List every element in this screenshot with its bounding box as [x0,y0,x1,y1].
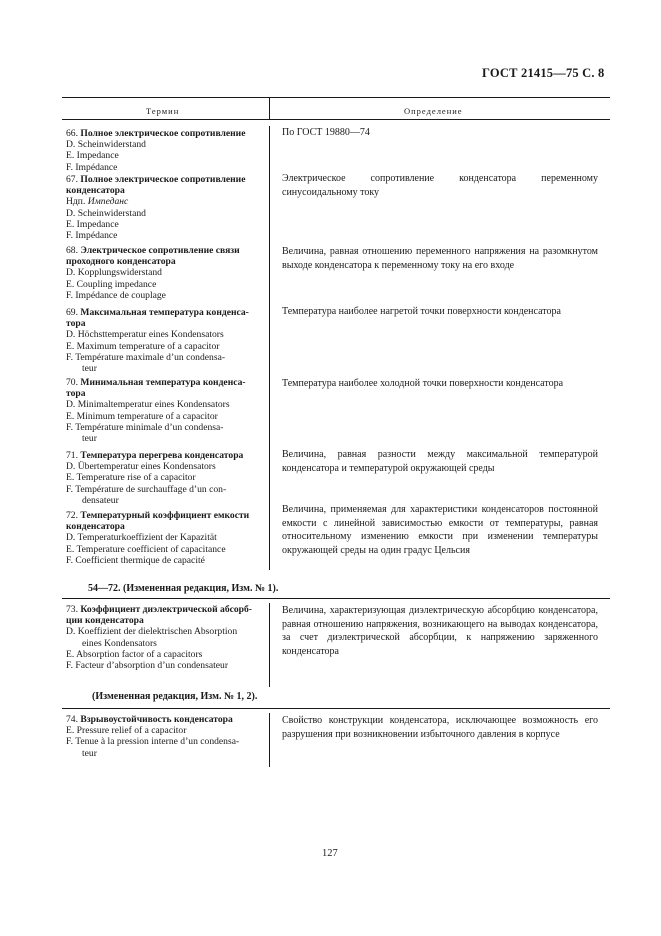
column-header-definition: Определение [404,106,463,116]
amendment-note-2: (Измененная редакция, Изм. № 1, 2). [92,691,258,702]
definition-67: Электрическое сопротивление конденсатора переменному синусоидальному току [282,173,598,198]
column-header-term: Термин [146,106,180,116]
term-entry-68: 68. Электрическое сопротивление связи проходного конденсатора D. Kopplungswiderstand E. Coupling impedance F. Impédance de couplage [66,245,240,301]
column-divider-header [269,97,270,119]
amendment-note-1: 54—72. (Измененная редакция, Изм. № 1). [88,583,279,594]
term-entry-66: 66. Полное электрическое сопротивление D. Scheinwiderstand E. Impedance F. Impédance [66,128,246,173]
term-entry-70: 70. Минимальная температура конденса- тора D. Minimaltemperatur eines Kondensators E. Minimum temperature of a capacitor F. Température minimale d’un condensa- teur [66,377,246,445]
definition-71: Величина, равная разности между максимальной температурой конденсатора и температурой окружающей среды [282,449,598,474]
term-entry-74: 74. Взрывоустойчивость конденсатора E. Pressure relief of a capacitor F. Tenue à la pression interne d’un condensa- teur [66,714,240,759]
term-entry-69: 69. Максимальная температура конденса- тора D. Höchsttemperatur eines Kondensators E. Maximum temperature of a capacitor F. Température maximale d’un condensa- teur [66,307,249,375]
term-entry-72: 72. Температурный коэффициент емкости конденсатора D. Temperaturkoeffizient der Kapazität E. Temperature coefficient of capacitance F. Coefficient thermique de capacité [66,510,250,566]
term-entry-73: 73. Коэффициент диэлектрической абсорб- ции конденсатора D. Koeffizient der dielektrischen Absorption eines Kondensators E. Absorption factor of a capacitors F. Facteur d’absorption d’un condensateur [66,604,253,672]
section-rule-3 [62,708,610,709]
term-entry-67: 67. Полное электрическое сопротивление конденсатора Ндп. Импеданс D. Scheinwiderstand E. Impedance F. Impédance [66,174,246,242]
column-divider-section-2 [269,603,270,687]
section-rule-2 [62,598,610,599]
page-number: 127 [322,848,338,859]
column-divider-section-3 [269,713,270,767]
document-header: ГОСТ 21415—75 С. 8 [482,66,605,80]
term-entry-71: 71. Температура перегрева конденсатора D. Übertemperatur eines Kondensators E. Temperature rise of a capacitor F. Température de surchauffage d’un con- densateur [66,450,244,506]
table-top-rule [62,97,610,98]
definition-73: Величина, характеризующая диэлектрическую абсорбцию конденсатора, равная отношению напряжения, возникающего на выводах конденсатора, за счет диэлектрической абсорбции, к напряжению заряженного конденсатора [282,605,598,657]
definition-68: Величина, равная отношению переменного напряжения на разомкнутом выходе конденсатора к переменному току на его входе [282,246,598,271]
definition-74: Свойство конструкции конденсатора, исключающее возможность его разрушения при возникновении избыточного давления в корпусе [282,715,598,740]
definition-66: По ГОСТ 19880—74 [282,127,370,138]
definition-72: Величина, применяемая для характеристики конденсаторов постоянной емкости с линейной зависимостью емкости от температуры, равная относительному изменению емкости при изменении температуры окружающей среды на один градус Цельсия [282,504,598,556]
column-divider-section-1 [269,126,270,570]
definition-70: Температура наиболее холодной точки поверхности конденсатора [282,378,564,389]
table-header-rule [62,119,610,120]
definition-69: Температура наиболее нагретой точки поверхности конденсатора [282,306,561,317]
